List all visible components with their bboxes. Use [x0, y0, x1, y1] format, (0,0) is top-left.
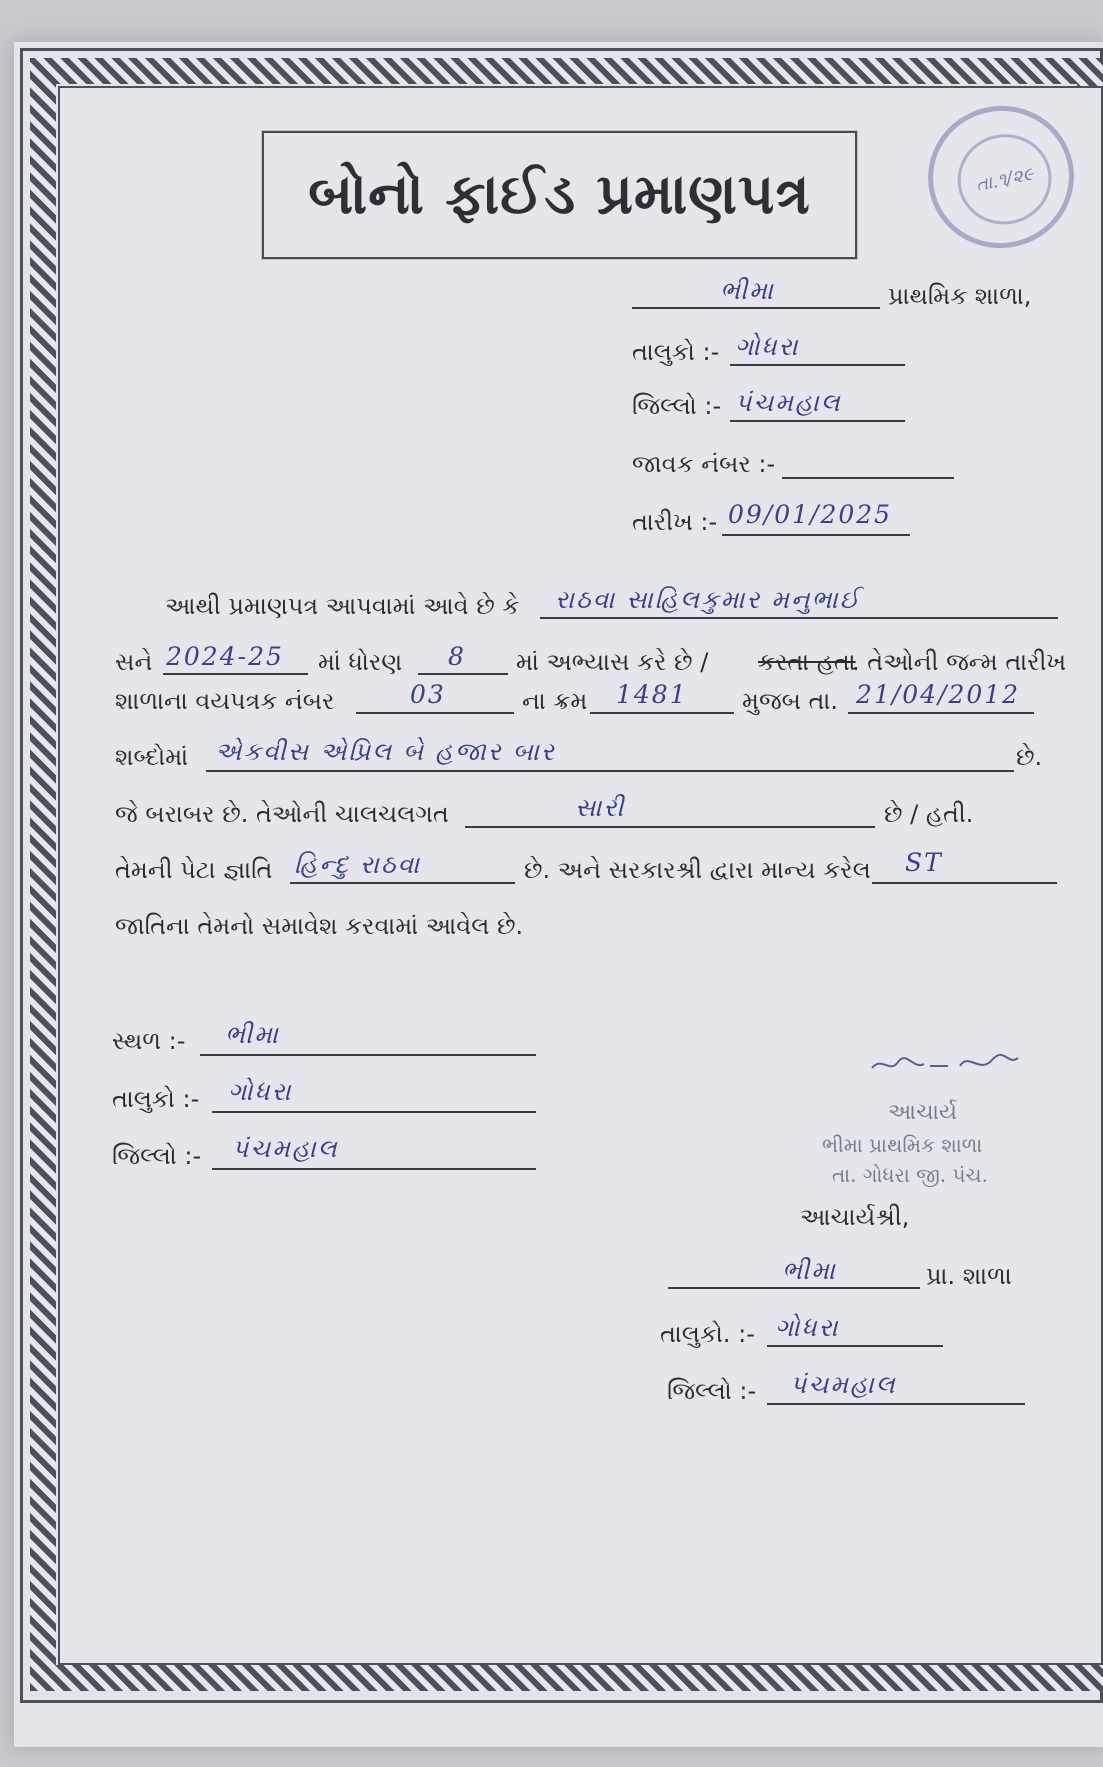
title-box [262, 131, 857, 259]
body-line3-prefix: શાળાના વયપત્રક નંબર [115, 687, 335, 715]
birth-date-value: 21/04/2012 [856, 680, 1021, 709]
caste-category-value: ST [905, 848, 943, 877]
sub-caste-value: હિન્દુ રાઠવા [294, 850, 422, 879]
signature-title: આચાર્ય [888, 1100, 957, 1125]
conduct-value: સારી [575, 793, 626, 822]
place-label: સ્થળ :- [112, 1027, 186, 1055]
school-suffix-label: પ્રાથમિક શાળા, [888, 282, 1032, 310]
register-number-value: 03 [410, 680, 446, 709]
body-line7-text: જાતિના તેમનો સમાવેશ કરવામાં આવેલ છે. [115, 912, 524, 940]
stamp-text: તા.૧/૨૯ [973, 162, 1036, 196]
conduct-line [465, 826, 875, 828]
signature-address: તા. ગોધરા જી. પંચ. [832, 1163, 988, 1187]
sig-taluka-value: ગોધરા [775, 1313, 840, 1342]
sig-school-name-value: ભીમા [782, 1256, 837, 1285]
place-value: ભીમા [225, 1020, 280, 1049]
principal-label: આચાર્યશ્રી, [800, 1203, 910, 1231]
caste-category-line [872, 882, 1057, 884]
birth-words-value: એકવીસ એપ્રિલ બે હજાર બાર [215, 737, 556, 766]
taluka-value: ગોધરા [735, 332, 800, 361]
birth-date-line [848, 712, 1034, 714]
taluka-label: તાલુકો :- [632, 338, 720, 366]
taluka-line [730, 364, 905, 366]
standard-value: 8 [448, 642, 466, 671]
sig-school-suffix: પ્રા. શાળા [926, 1262, 1012, 1290]
footer-taluka-line [212, 1111, 536, 1113]
body-line4-prefix: શબ્દોમાં [115, 743, 189, 771]
principal-signature [868, 1040, 1028, 1080]
page-title: બોનો ફાઈડ પ્રમાણપત્ર [308, 162, 811, 227]
footer-district-value: પંચમહાલ [232, 1134, 339, 1163]
sig-taluka-line [767, 1345, 943, 1347]
date-label: તારીખ :- [632, 508, 718, 536]
footer-district-label: જિલ્લો :- [112, 1142, 202, 1170]
outward-number-line [782, 477, 954, 479]
body-line1-text: આથી પ્રમાણપત્ર આપવામાં આવે છે કે [165, 592, 520, 620]
body-line6-prefix: તેમની પેટા જ્ઞાતિ [115, 856, 273, 884]
sig-district-line [767, 1403, 1025, 1405]
body-line2-suffix-a: માં અભ્યાસ કરે છે / [516, 648, 709, 676]
body-line6-mid: છે. અને સરકારશ્રી દ્વારા માન્ય કરેલ [524, 856, 871, 884]
body-line2-struck: કરતા હતા [758, 648, 856, 676]
body-line4-suffix: છે. [1016, 743, 1043, 771]
district-label: જિલ્લો :- [632, 392, 722, 420]
date-value: 09/01/2025 [728, 500, 893, 529]
serial-number-line [590, 712, 734, 714]
academic-year-value: 2024-25 [166, 642, 284, 671]
body-line5-suffix: છે / હતી. [884, 800, 974, 828]
district-value: પંચમહાલ [735, 388, 842, 417]
body-line2-prefix: સને [115, 648, 153, 676]
place-line [200, 1054, 536, 1056]
sig-district-value: પંચમહાલ [790, 1370, 897, 1399]
footer-taluka-value: ગોધરા [228, 1077, 293, 1106]
footer-district-line [212, 1168, 536, 1170]
body-line2-suffix-b: . તેઓની જન્મ તારીખ [852, 648, 1067, 676]
birth-words-line [206, 770, 1014, 772]
sig-district-label: જિલ્લો :- [667, 1377, 757, 1405]
sub-caste-line [290, 882, 515, 884]
body-line3-suffix: મુજબ તા. [742, 687, 838, 715]
outward-number-label: જાવક નંબર :- [632, 450, 776, 478]
school-name-value: ભીમા [720, 276, 775, 305]
stamp-inner-ring [949, 126, 1060, 234]
register-number-line [356, 712, 514, 714]
body-line3-mid: ના ક્રમ [522, 687, 588, 715]
footer-taluka-label: તાલુકો :- [112, 1085, 200, 1113]
date-line [722, 534, 910, 536]
body-line2-mid: માં ધોરણ [318, 648, 403, 676]
student-name-value: રાઠવા સાહિલકુમાર મનુભાઈ [555, 585, 861, 614]
standard-line [418, 673, 508, 675]
district-line [730, 420, 905, 422]
student-name-line [540, 617, 1058, 619]
signature-school: ભીમા પ્રાથમિક શાળા [822, 1133, 983, 1157]
body-line5-prefix: જે બરાબર છે. તેઓની ચાલચલગત [115, 800, 449, 828]
sig-school-name-line [668, 1287, 920, 1289]
sig-taluka-label: તાલુકો. :- [660, 1320, 755, 1348]
school-name-line [632, 307, 880, 309]
academic-year-line [163, 673, 308, 675]
serial-number-value: 1481 [616, 680, 688, 709]
